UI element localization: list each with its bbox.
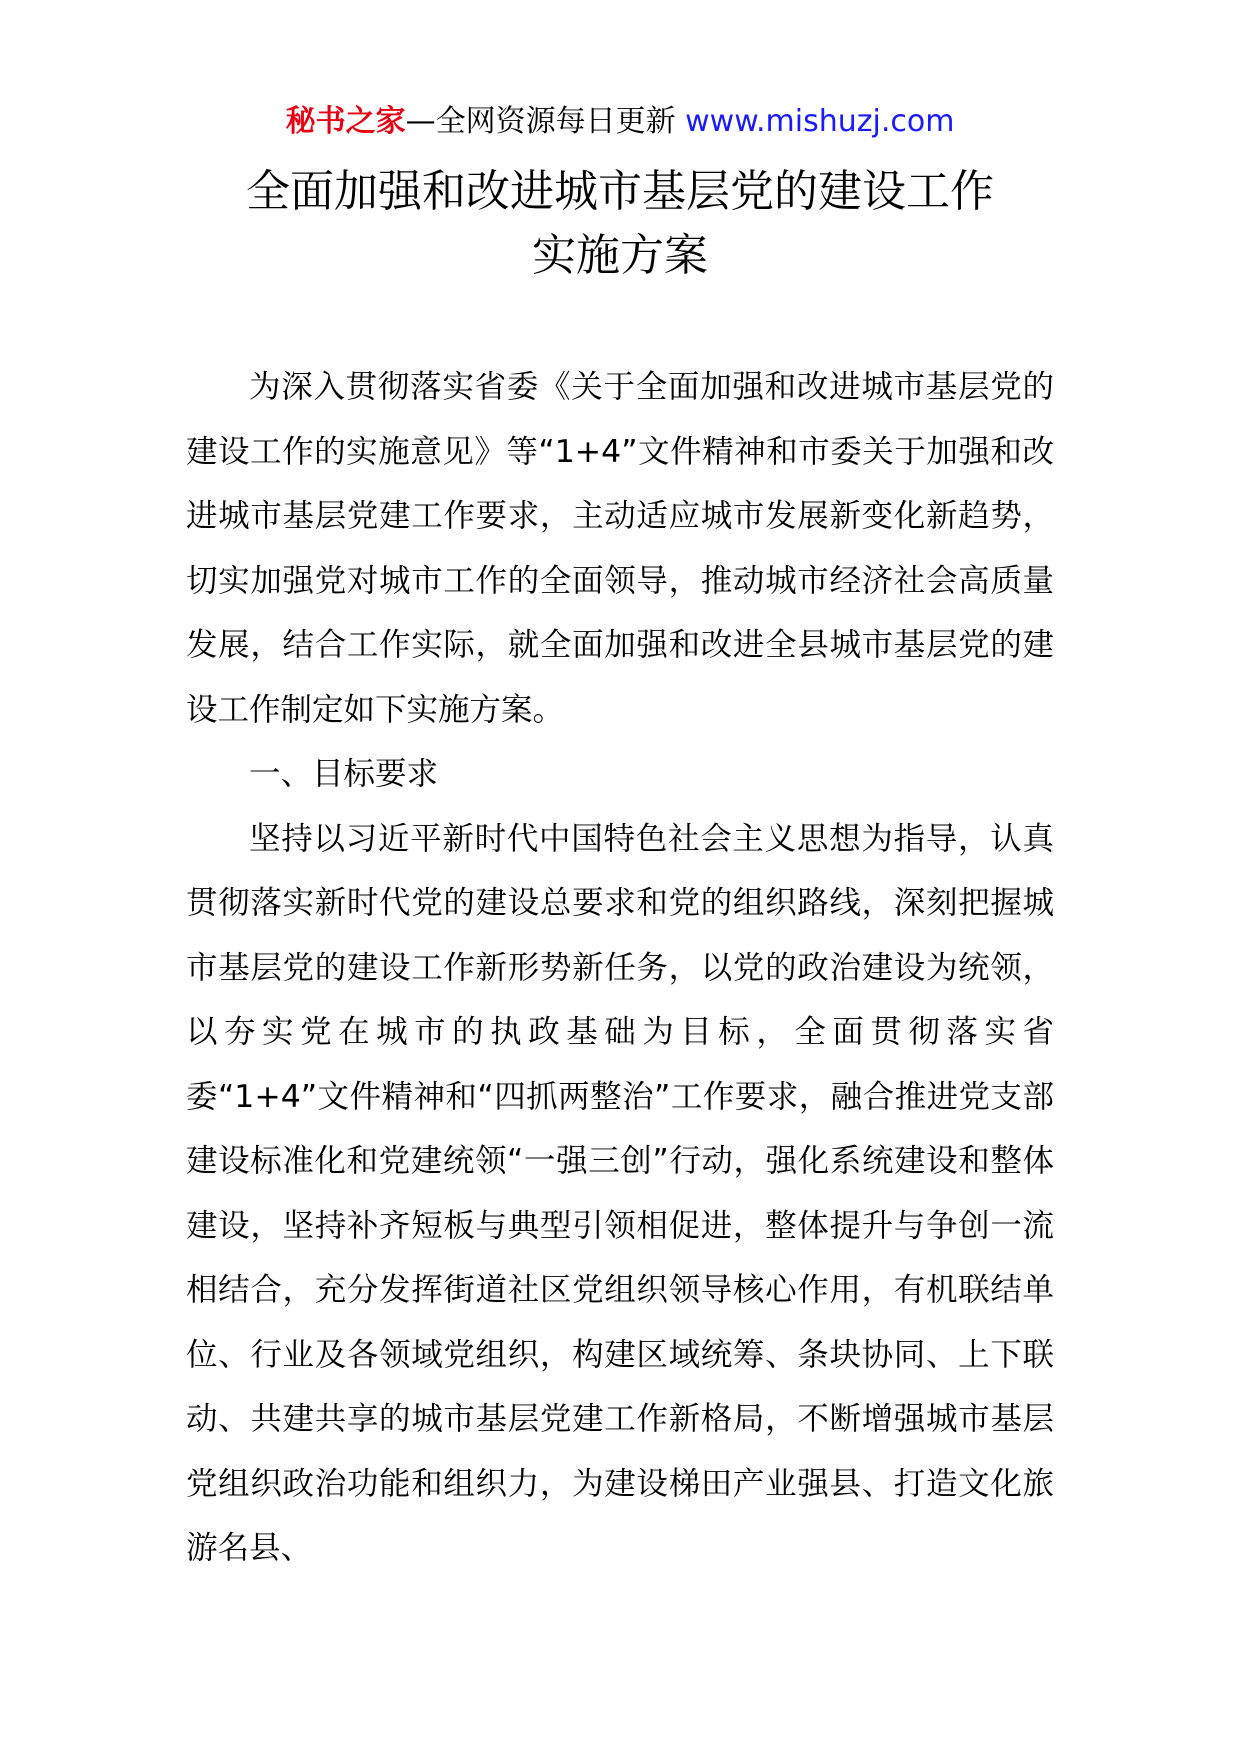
site-brand: 秘书之家 (285, 104, 406, 139)
title-line-2: 实施方案 (532, 230, 708, 281)
title-line-1: 全面加强和改进城市基层党的建设工作 (246, 166, 994, 217)
section-heading-goals: 一、目标要求 (249, 756, 439, 792)
intro-paragraph: 为深入贯彻落实省委《关于全面加强和改进城市基层党的建设工作的实施意见》等“1+4”文件精神和市委关于加强和改进城市基层党建工作要求，主动适应城市发展新变化新趋势，切实加强党对城市工作的全面领导，推动城市经济社会高质量发展，结合工作实际，就全面加强和改进全县城市基层党的建设工作制定如下实施方案。 (186, 369, 1054, 728)
goals-paragraph: 坚持以习近平新时代中国特色社会主义思想为指导，认真贯彻落实新时代党的建设总要求和党的组织路线，深刻把握城市基层党的建设工作新形势新任务，以党的政治建设为统领，以夯实党在城市的执政基础为目标，全面贯彻落实省委“1+4”文件精神和“四抓两整治”工作要求，融合推进党支部建设标准化和党建统领“一强三创”行动，强化系统建设和整体建设，坚持补齐短板与典型引领相促进，整体提升与争创一流相结合，充分发挥街道社区党组织领导核心作用，有机联结单位、行业及各领域党组织，构建区域统筹、条块协同、上下联动、共建共享的城市基层党建工作新格局，不断增强城市基层党组织政治功能和组织力，为建设梯田产业强县、打造文化旅游名县、 (186, 820, 1054, 1566)
document-title (0, 160, 1240, 288)
site-header (0, 100, 1240, 144)
site-tagline: —全网资源每日更新 (405, 104, 676, 139)
document-body (186, 355, 1054, 1581)
site-url-link[interactable]: www.mishuzj.com (685, 104, 955, 139)
